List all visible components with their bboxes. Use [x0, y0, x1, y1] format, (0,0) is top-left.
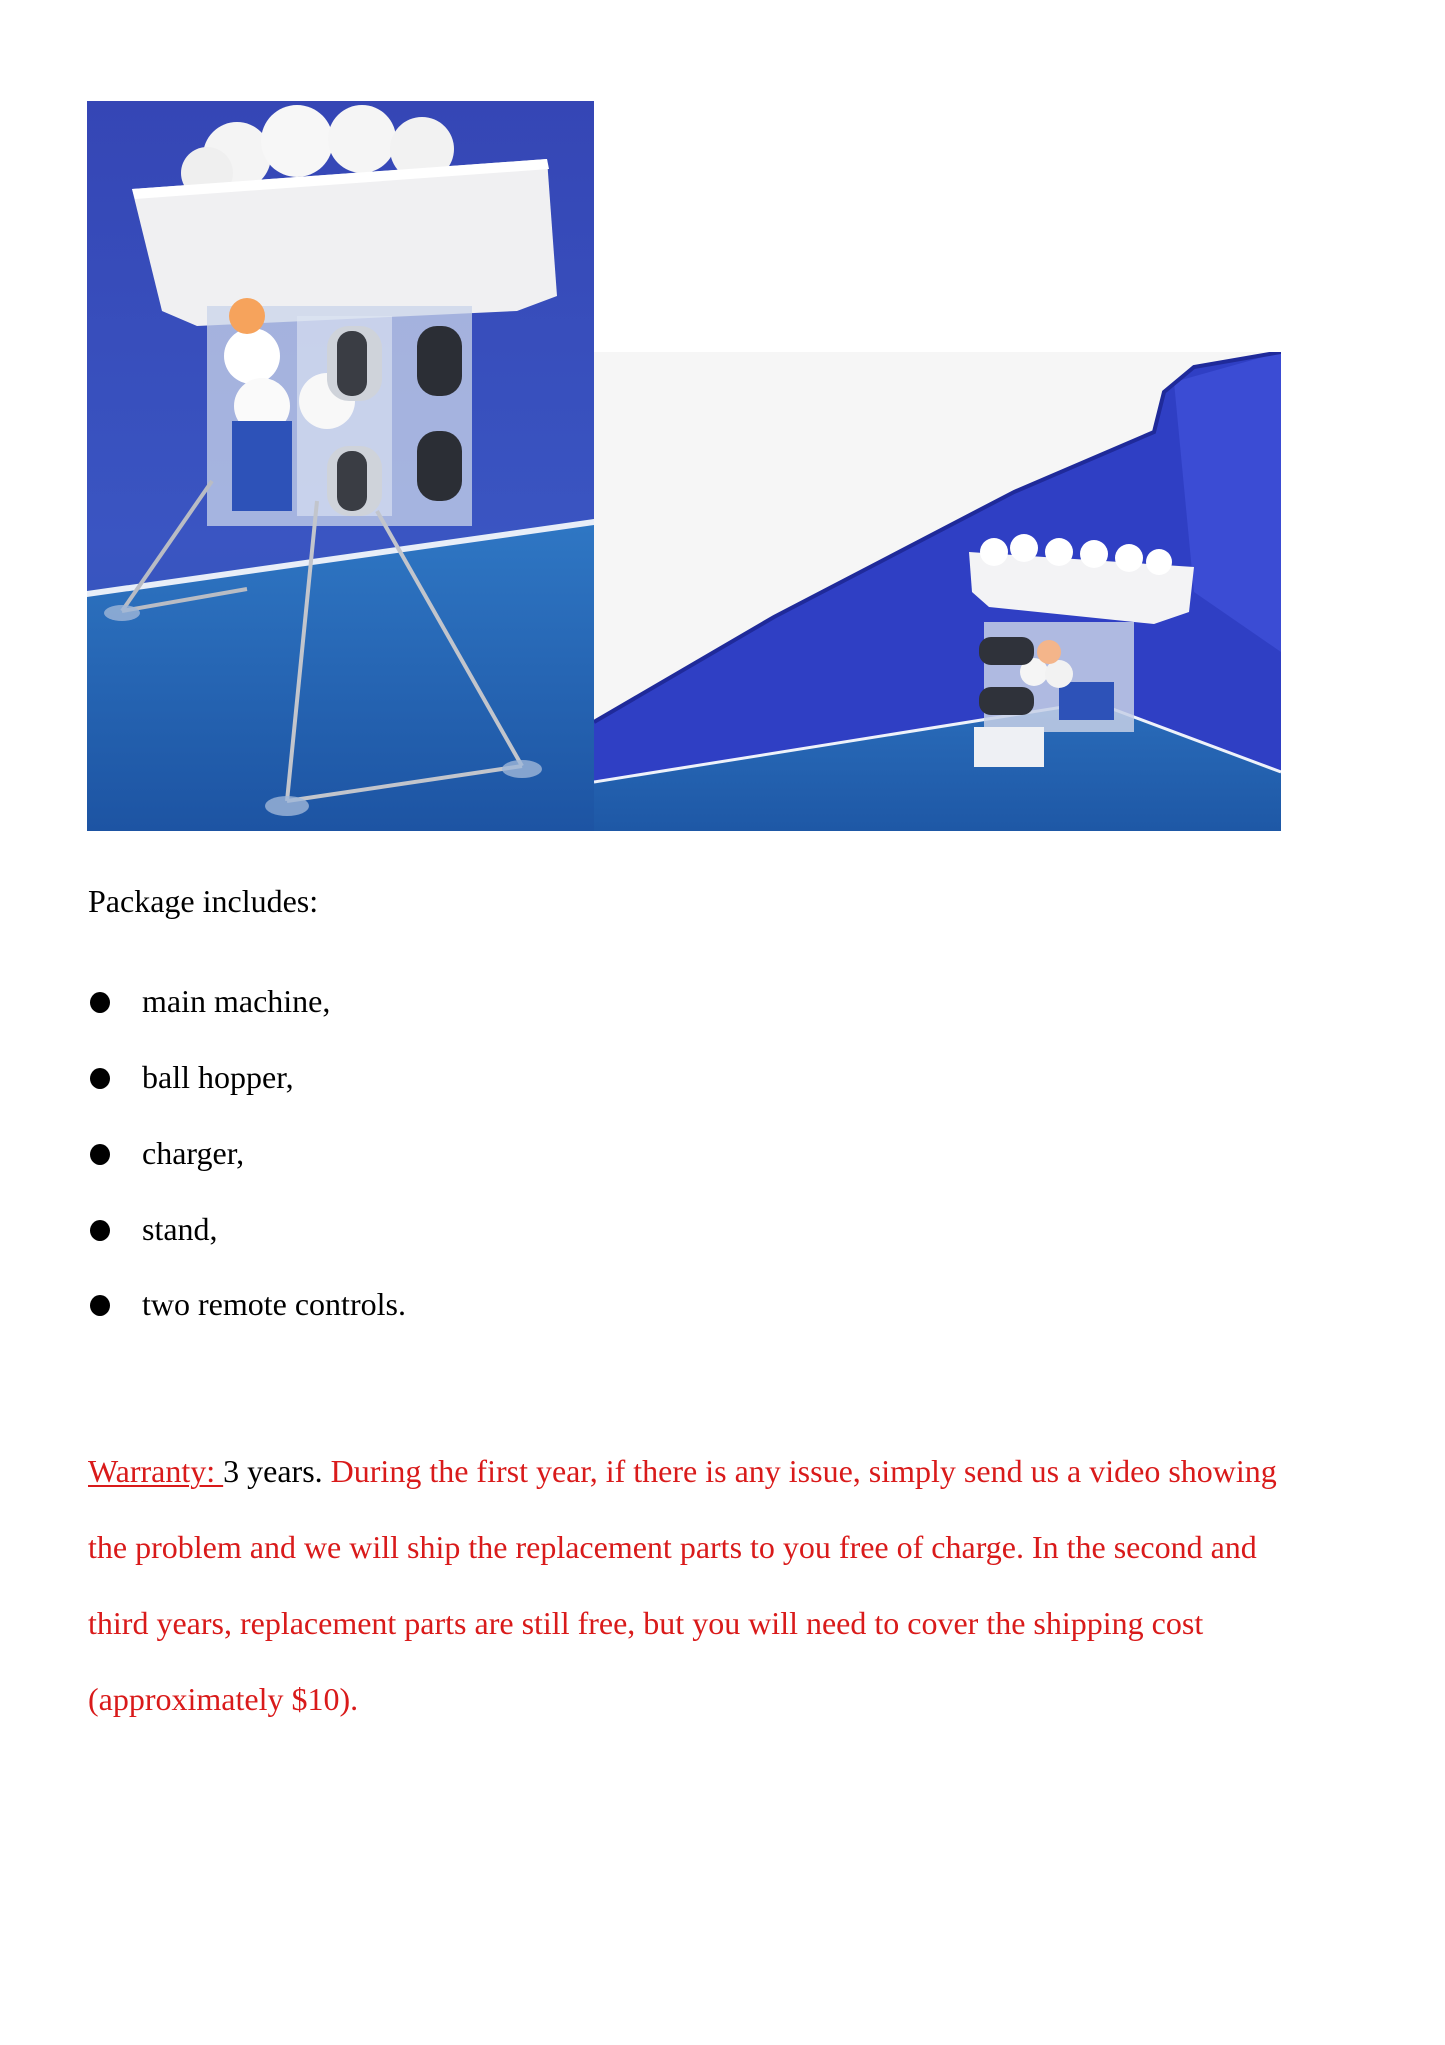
product-photo-table — [594, 352, 1281, 831]
robot-on-stand-image — [87, 101, 594, 831]
list-item-text: ball hopper, — [142, 1059, 294, 1095]
list-item-text: charger, — [142, 1135, 245, 1171]
bullet-icon — [90, 992, 110, 1013]
bullet-icon — [90, 1144, 110, 1165]
warranty-line-3: third years, replacement parts are still free, but you will need to cover the shipping cost — [88, 1605, 1204, 1641]
warranty-duration: 3 years. — [223, 1453, 323, 1489]
bullet-icon — [90, 1068, 110, 1089]
warranty-label: Warranty: — [88, 1453, 224, 1489]
warranty-line-4: (approximately $10). — [88, 1681, 359, 1717]
list-item-text: two remote controls. — [142, 1286, 406, 1322]
list-item-text: main machine, — [142, 983, 331, 1019]
warranty-paragraph — [88, 1452, 1277, 1756]
bullet-icon — [90, 1220, 110, 1241]
product-photo-stand — [87, 101, 594, 831]
bullet-icon — [90, 1295, 110, 1316]
warranty-line-1 — [88, 1452, 1277, 1528]
warranty-text: During the first year, if there is any issue, simply send us a video showing — [322, 1453, 1277, 1489]
list-item-text: stand, — [142, 1211, 218, 1247]
package-heading: Package includes: — [88, 883, 319, 919]
warranty-line-2: the problem and we will ship the replacement parts to you free of charge. In the second and — [88, 1529, 1257, 1565]
robot-on-table-image — [594, 352, 1281, 831]
